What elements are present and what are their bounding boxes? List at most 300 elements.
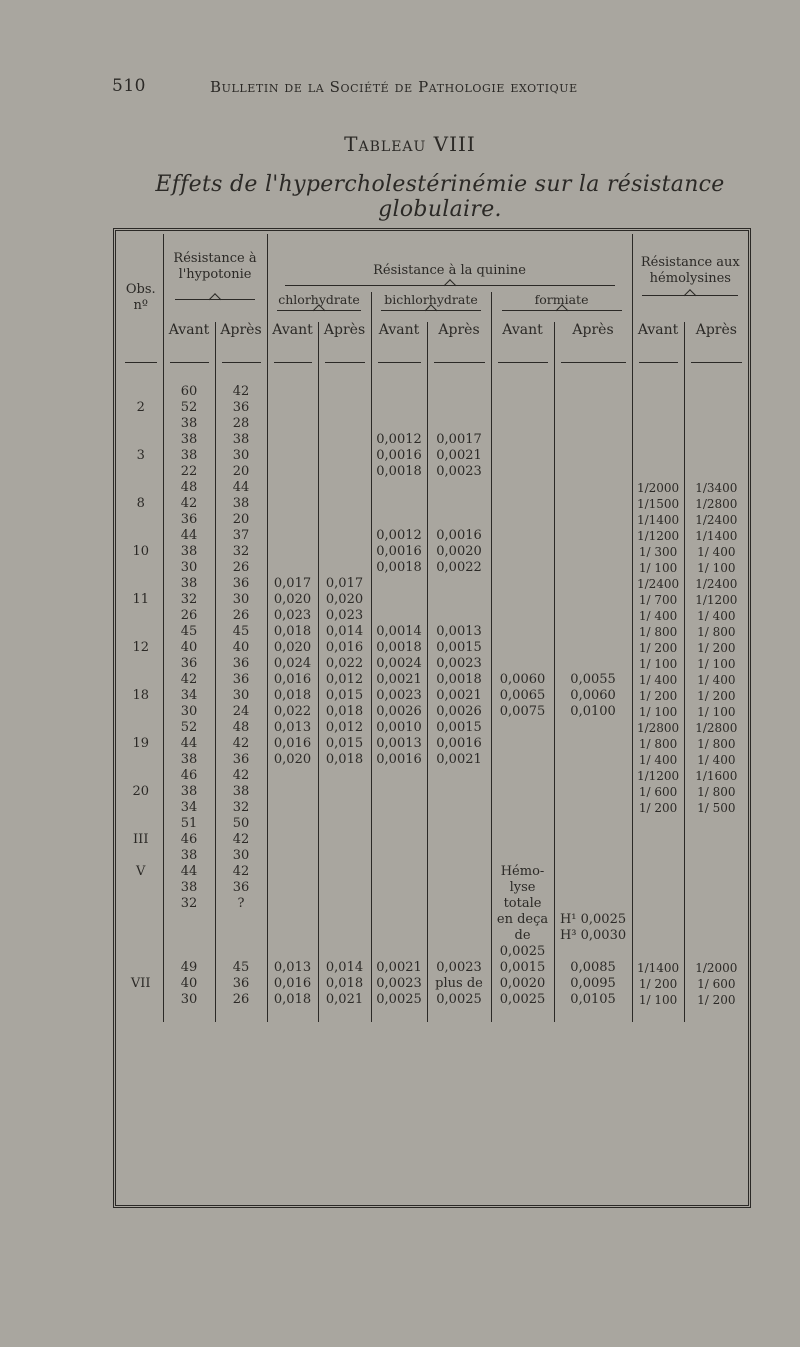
cell-value: 44 (180, 736, 198, 751)
cell-value (319, 768, 371, 784)
cell-value (555, 432, 632, 448)
cell-bichl-apres (427, 768, 491, 816)
cell-value: 0,0060 (570, 688, 616, 703)
cell-value: 1/1200 (695, 593, 738, 607)
cell-value (685, 896, 749, 912)
cell-value: 0,012 (325, 672, 364, 687)
cell-value: 49 (180, 960, 198, 975)
cell-value (685, 464, 749, 480)
cell-value: 30 (180, 704, 198, 719)
cell-hypo-apres (215, 864, 267, 960)
cell-value: 1/1200 (636, 769, 680, 783)
cell-value: 32 (180, 896, 198, 911)
cell-value: 0,0023 (436, 464, 482, 479)
cell-value (633, 880, 684, 896)
cell-value: 36 (180, 512, 198, 527)
cell-form-avant (491, 528, 554, 576)
hem-apres-header: Après (684, 322, 748, 362)
cell-hypo-apres (215, 672, 267, 720)
cell-value: 1/3400 (695, 481, 738, 495)
cell-value: 0,0018 (436, 672, 482, 687)
cell-value (492, 608, 554, 624)
cell-value (372, 816, 427, 832)
table-row (119, 432, 748, 480)
cell-value: 36 (232, 400, 250, 415)
cell-hem-apres (684, 432, 748, 480)
cell-value: 0,018 (325, 704, 364, 719)
cell-value (319, 544, 371, 560)
cell-value: 36 (232, 672, 250, 687)
cell-value: 38 (180, 784, 198, 799)
cell-chl-avant (267, 480, 318, 528)
cell-value: 48 (232, 720, 250, 735)
cell-value (555, 736, 632, 752)
cell-value (268, 512, 318, 528)
cell-value: 0,014 (325, 960, 364, 975)
cell-value (428, 768, 491, 784)
cell-value: 1/2800 (695, 721, 738, 735)
cell-value (372, 864, 427, 880)
cell-value: 28 (232, 416, 250, 431)
cell-value (555, 640, 632, 656)
cell-value: 22 (180, 464, 198, 479)
rule (684, 362, 748, 370)
cell-value (633, 848, 684, 864)
cell-value: 0,0016 (376, 752, 422, 767)
cell-value (685, 848, 749, 864)
cell-value (319, 816, 371, 832)
cell-value: 0,0014 (376, 624, 422, 639)
cell-value (555, 720, 632, 736)
cell-value (268, 816, 318, 832)
rule (318, 362, 371, 370)
cell-value (372, 880, 427, 896)
cell-value (633, 464, 684, 480)
cell-bichl-avant (371, 816, 427, 864)
cell-value: 52 (180, 400, 198, 415)
cell-value: 46 (180, 768, 198, 783)
table-row (119, 960, 748, 1008)
cell-bichl-avant (371, 576, 427, 624)
cell-value: 0,018 (325, 976, 364, 991)
cell-value (685, 864, 749, 880)
cell-value (492, 416, 554, 432)
cell-value (633, 416, 684, 432)
cell-value: 44 (232, 480, 250, 495)
cell-value: 0,021 (325, 992, 364, 1007)
table-row (119, 672, 748, 720)
cell-value: 0,022 (273, 704, 312, 719)
page-number: 510 (112, 76, 146, 96)
cell-value (428, 512, 491, 528)
cell-hypo-avant (163, 672, 215, 720)
cell-value: 1/ 400 (697, 545, 736, 559)
cell-value: 37 (232, 528, 250, 543)
cell-value: 1/1400 (695, 529, 738, 543)
cell-value: 0,0015 (436, 720, 482, 735)
cell-value (372, 896, 427, 912)
cell-form-apres (554, 768, 632, 816)
cell-value (492, 816, 554, 832)
cell-value: 36 (232, 576, 250, 591)
table-body (119, 370, 748, 1022)
cell-value (372, 784, 427, 800)
cell-hem-apres (684, 864, 748, 960)
cell-value (685, 816, 749, 832)
cell-hem-apres (684, 576, 748, 624)
cell-bichl-avant (371, 864, 427, 960)
cell-value: 0,0100 (570, 704, 616, 719)
cell-value (685, 400, 749, 416)
bichl-avant-header: Avant (371, 322, 427, 362)
cell-hem-apres (684, 720, 748, 768)
cell-value (555, 416, 632, 432)
cell-value: 1/2800 (636, 721, 680, 735)
cell-value (492, 480, 554, 496)
cell-value: 0,0021 (376, 960, 422, 975)
spacer-cell (163, 1008, 215, 1022)
cell-value (428, 864, 491, 880)
hypo-avant-header: Avant (163, 322, 215, 362)
cell-hem-avant (632, 768, 684, 816)
rule (267, 362, 318, 370)
rule (163, 362, 215, 370)
cell-value: 0,0075 (499, 704, 546, 719)
hemolysines-header-label: Résistance aux hémolysines (640, 254, 740, 286)
hemolysines-header (632, 234, 748, 322)
cell-value (372, 512, 427, 528)
cell-value: 0,0018 (376, 640, 422, 655)
cell-value (685, 384, 749, 400)
cell-bichl-apres (427, 960, 491, 1008)
cell-value: 0,013 (273, 960, 312, 975)
chl-apres-header: Après (318, 322, 371, 362)
cell-value: 0,023 (273, 608, 312, 623)
cell-value (268, 880, 318, 896)
cell-bichl-apres (427, 672, 491, 720)
cell-value: 0,0095 (570, 976, 616, 991)
cell-value: 1/ 200 (638, 689, 678, 703)
cell-hem-avant (632, 528, 684, 576)
cell-value: 40 (180, 640, 198, 655)
cell-value: 45 (180, 624, 198, 639)
cell-value: 42 (180, 672, 198, 687)
cell-value (268, 432, 318, 448)
cell-bichl-avant (371, 720, 427, 768)
cell-hem-apres (684, 960, 748, 1008)
cell-value (555, 576, 632, 592)
cell-value: 0,016 (273, 976, 312, 991)
cell-value: Hémo- (500, 864, 545, 879)
hypotonie-header-label: Résistance à l'hypotonie (173, 250, 257, 282)
spacer-cell (491, 1008, 554, 1022)
cell-value (492, 528, 554, 544)
spacer-cell (267, 1008, 318, 1022)
cell-value: 1/ 200 (638, 801, 678, 815)
cell-value (555, 528, 632, 544)
cell-value: totale (503, 896, 542, 911)
cell-value: 1/ 200 (697, 641, 736, 655)
cell-value: 0,0026 (376, 704, 422, 719)
cell-value: 0,0016 (376, 448, 422, 463)
cell-value: 30 (180, 992, 198, 1007)
cell-value (633, 832, 684, 848)
cell-value: 0,0010 (376, 720, 422, 735)
cell-value (319, 496, 371, 512)
cell-value (633, 864, 684, 880)
cell-value: 20 (232, 464, 250, 479)
spacer-cell (318, 1008, 371, 1022)
cell-bichl-apres (427, 480, 491, 528)
cell-value: 1/ 100 (638, 705, 678, 719)
table-row (119, 624, 748, 672)
cell-value: 0,0023 (436, 656, 482, 671)
cell-value: 26 (232, 608, 250, 623)
quinine-header (267, 234, 632, 292)
cell-value (633, 448, 684, 464)
cell-value (492, 512, 554, 528)
cell-form-avant (491, 816, 554, 864)
cell-value (492, 560, 554, 576)
cell-value (372, 384, 427, 400)
cell-value (555, 400, 632, 416)
cell-value (492, 624, 554, 640)
obs-number: VII (130, 976, 151, 991)
cell-form-avant (491, 720, 554, 768)
cell-chl-apres (318, 672, 371, 720)
spacer-row (119, 1008, 748, 1022)
cell-value: 1/ 100 (697, 561, 736, 575)
cell-bichl-apres (427, 528, 491, 576)
cell-value (319, 512, 371, 528)
table-row (119, 768, 748, 816)
cell-value (428, 400, 491, 416)
cell-value: 32 (180, 592, 198, 607)
cell-value: 30 (232, 448, 250, 463)
cell-value: 1/ 700 (638, 593, 678, 607)
cell-hem-apres (684, 672, 748, 720)
cell-value: 50 (232, 816, 250, 831)
cell-value (685, 432, 749, 448)
cell-value (319, 784, 371, 800)
cell-value (555, 800, 632, 816)
obs-cell (119, 480, 163, 528)
cell-value (319, 832, 371, 848)
obs-number: V (136, 864, 146, 879)
cell-bichl-apres (427, 432, 491, 480)
table-row (119, 816, 748, 864)
cell-value: 0,0065 (499, 688, 546, 703)
cell-value: 40 (232, 640, 250, 655)
cell-value: 24 (232, 704, 250, 719)
cell-value (428, 832, 491, 848)
cell-hem-apres (684, 528, 748, 576)
cell-form-avant (491, 370, 554, 432)
cell-chl-avant (267, 432, 318, 480)
cell-value (319, 432, 371, 448)
cell-value: 0,0018 (376, 560, 422, 575)
cell-value (492, 384, 554, 400)
cell-value: 0,0021 (436, 448, 482, 463)
cell-value: 42 (232, 832, 250, 847)
cell-value: ? (237, 896, 245, 911)
cell-value: 48 (180, 480, 198, 495)
cell-value (428, 576, 491, 592)
cell-value: 0,0015 (499, 960, 546, 975)
cell-value (492, 432, 554, 448)
cell-value: 34 (180, 688, 198, 703)
table-row (119, 528, 748, 576)
rule (215, 362, 267, 370)
cell-value: 0,0016 (436, 736, 482, 751)
cell-value: 0,020 (273, 752, 312, 767)
cell-chl-avant (267, 864, 318, 960)
cell-value (555, 784, 632, 800)
cell-value: 1/1600 (695, 769, 738, 783)
cell-hem-avant (632, 370, 684, 432)
cell-value: 1/ 100 (697, 705, 736, 719)
rule (554, 362, 632, 370)
chlorhydrate-brace (277, 310, 361, 317)
cell-form-avant (491, 960, 554, 1008)
cell-value: 1/2800 (695, 497, 738, 511)
obs-cell (119, 672, 163, 720)
cell-value: 1/ 400 (697, 753, 736, 767)
table-row (119, 370, 748, 432)
cell-value (492, 832, 554, 848)
hem-avant-header: Avant (632, 322, 684, 362)
cell-value: 36 (180, 656, 198, 671)
cell-value: 30 (232, 848, 250, 863)
cell-value (428, 480, 491, 496)
bichlorhydrate-header (371, 292, 491, 322)
cell-form-apres (554, 432, 632, 480)
cell-value: plus de (435, 976, 483, 991)
cell-value: en deça (496, 912, 549, 927)
chl-avant-header: Avant (267, 322, 318, 362)
cell-chl-apres (318, 370, 371, 432)
cell-value: 36 (232, 656, 250, 671)
cell-value: 38 (232, 784, 250, 799)
cell-form-avant (491, 576, 554, 624)
cell-value: 1/ 200 (638, 977, 678, 991)
cell-value: 0,024 (273, 656, 312, 671)
cell-value (492, 640, 554, 656)
rule (371, 362, 427, 370)
cell-value (319, 448, 371, 464)
cell-hypo-apres (215, 576, 267, 624)
cell-hypo-avant (163, 960, 215, 1008)
form-apres-header: Après (554, 322, 632, 362)
spacer-cell (554, 1008, 632, 1022)
cell-value: 1/ 800 (638, 737, 678, 751)
cell-value (428, 784, 491, 800)
cell-value: 0,0023 (376, 976, 422, 991)
cell-value: 1/ 600 (697, 977, 736, 991)
cell-value (372, 400, 427, 416)
cell-value (685, 832, 749, 848)
cell-chl-apres (318, 624, 371, 672)
cell-value (268, 416, 318, 432)
cell-value: 1/ 200 (638, 641, 678, 655)
cell-value: 0,016 (273, 672, 312, 687)
cell-form-apres (554, 370, 632, 432)
cell-hem-avant (632, 624, 684, 672)
cell-value (633, 816, 684, 832)
cell-value (428, 416, 491, 432)
cell-value: 0,012 (325, 720, 364, 735)
cell-value (372, 800, 427, 816)
cell-bichl-avant (371, 768, 427, 816)
cell-value: 1/2400 (636, 577, 680, 591)
obs-number: 10 (132, 544, 150, 559)
cell-value (555, 384, 632, 400)
cell-bichl-avant (371, 528, 427, 576)
quinine-brace (285, 285, 615, 292)
cell-value: 30 (180, 560, 198, 575)
cell-hypo-apres (215, 768, 267, 816)
cell-value (319, 416, 371, 432)
spacer-cell (371, 1008, 427, 1022)
cell-hypo-apres (215, 816, 267, 864)
cell-value (492, 720, 554, 736)
cell-form-apres (554, 576, 632, 624)
cell-value (319, 800, 371, 816)
cell-value (492, 544, 554, 560)
cell-value: 32 (232, 544, 250, 559)
obs-cell (119, 528, 163, 576)
cell-value (492, 448, 554, 464)
cell-value (492, 784, 554, 800)
cell-value: 1/ 600 (638, 785, 678, 799)
cell-value: 0,020 (273, 640, 312, 655)
cell-value (492, 656, 554, 672)
cell-value: 38 (180, 416, 198, 431)
cell-hem-avant (632, 672, 684, 720)
cell-value: 42 (232, 768, 250, 783)
cell-form-apres (554, 816, 632, 864)
cell-value (372, 496, 427, 512)
cell-value (372, 608, 427, 624)
cell-value: 1/ 400 (697, 673, 736, 687)
cell-value: 26 (180, 608, 198, 623)
cell-value: 38 (180, 432, 198, 447)
cell-hypo-avant (163, 370, 215, 432)
cell-hypo-avant (163, 816, 215, 864)
cell-bichl-apres (427, 370, 491, 432)
quinine-header-label: Résistance à la quinine (373, 263, 526, 278)
cell-value (492, 752, 554, 768)
cell-value: 0,0016 (376, 544, 422, 559)
obs-number: 3 (136, 448, 145, 463)
rule (119, 362, 163, 370)
cell-value (633, 432, 684, 448)
table-row (119, 720, 748, 768)
cell-value: 38 (180, 448, 198, 463)
cell-chl-avant (267, 576, 318, 624)
cell-value: 1/ 400 (638, 609, 678, 623)
obs-header-label: Obs. nº (125, 282, 156, 313)
cell-value: 0,013 (273, 720, 312, 735)
cell-value (492, 400, 554, 416)
cell-value (428, 848, 491, 864)
hemolysines-brace (642, 295, 738, 302)
cell-bichl-apres (427, 624, 491, 672)
cell-hypo-avant (163, 864, 215, 960)
obs-cell (119, 624, 163, 672)
cell-value (492, 464, 554, 480)
cell-value (372, 592, 427, 608)
